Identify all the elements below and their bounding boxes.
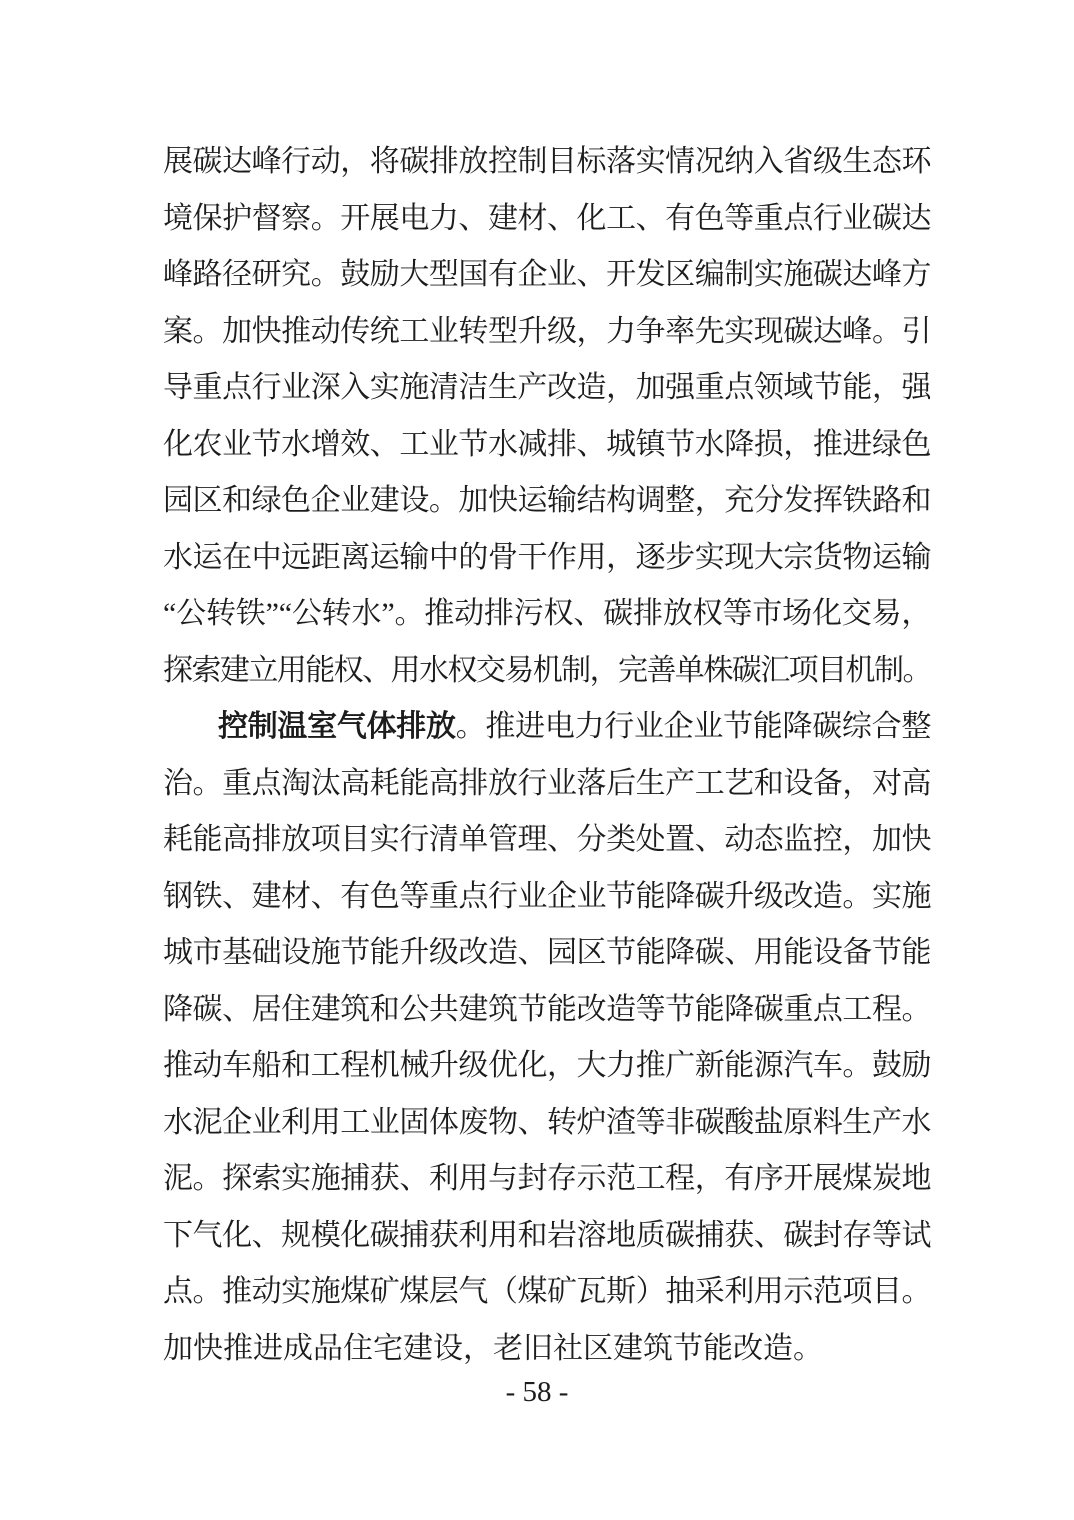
- text-run: 点。推动实施煤矿煤层气（煤矿瓦斯）抽采利用示范项目。: [163, 1275, 932, 1308]
- text-line: [163, 756, 931, 813]
- text-line: [163, 586, 931, 643]
- page-number: - 58 -: [505, 1376, 569, 1408]
- text-run: 治。重点淘汰高耗能高排放行业落后生产工艺和设备，对高: [163, 766, 932, 800]
- text-line: [163, 1321, 931, 1378]
- text-run: 加快推进成品住宅建设，老旧社区建筑节能改造。: [163, 1331, 823, 1365]
- text-line: [163, 699, 931, 756]
- text-run: 案。加快推动传统工业转型升级，力争率先实现碳达峰。引: [163, 314, 932, 348]
- text-run: 水运在中远距离运输中的骨干作用，逐步实现大宗货物运输: [163, 540, 932, 574]
- text-line: [163, 1038, 931, 1095]
- text-line: [163, 134, 931, 191]
- text-run: 探索建立用能权、用水权交易机制，完善单株碳汇项目机制。: [163, 653, 931, 687]
- text-run: 推动车船和工程机械升级优化，大力推广新能源汽车。鼓励: [163, 1049, 932, 1082]
- text-line: [163, 643, 931, 700]
- text-line: [163, 1151, 931, 1208]
- text-run: 导重点行业深入实施清洁生产改造，加强重点领域节能，强: [163, 371, 932, 404]
- text-line: [163, 1208, 931, 1265]
- text-line: [163, 1095, 931, 1152]
- text-run: 化农业节水增效、工业节水减排、城镇节水降损，推进绿色: [163, 427, 932, 461]
- document-body: [163, 134, 931, 1377]
- text-line: [163, 473, 931, 530]
- text-run: 园区和绿色企业建设。加快运输结构调整，充分发挥铁路和: [163, 484, 932, 517]
- text-line: [163, 360, 931, 417]
- text-run: 境保护督察。开展电力、建材、化工、有色等重点行业碳达: [163, 201, 932, 235]
- text-line: [163, 982, 931, 1039]
- text-run: 降碳、居住建筑和公共建筑节能改造等节能降碳重点工程。: [163, 992, 932, 1026]
- bold-heading-run: 控制温室气体排放: [218, 710, 456, 743]
- text-line: [163, 925, 931, 982]
- text-line: [163, 1264, 931, 1321]
- text-line: [163, 304, 931, 361]
- paragraphs-container: [163, 134, 931, 1377]
- text-line: [163, 247, 931, 304]
- text-run: 。推进电力行业企业节能降碳综合整: [455, 710, 932, 743]
- text-run: 展碳达峰行动，将碳排放控制目标落实情况纳入省级生态环: [163, 145, 932, 178]
- text-run: 水泥企业利用工业固体废物、转炉渣等非碳酸盐原料生产水: [163, 1105, 932, 1139]
- text-run: 泥。探索实施捕获、利用与封存示范工程，有序开展煤炭地: [163, 1162, 932, 1195]
- text-run: 城市基础设施节能升级改造、园区节能降碳、用能设备节能: [163, 936, 932, 969]
- text-line: [163, 812, 931, 869]
- paragraph: [163, 134, 931, 699]
- text-run: “公转铁”“公转水”。推动排污权、碳排放权等市场化交易，: [163, 597, 932, 630]
- text-run: 耗能高排放项目实行清单管理、分类处置、动态监控，加快: [163, 823, 932, 856]
- text-run: 峰路径研究。鼓励大型国有企业、开发区编制实施碳达峰方: [163, 258, 932, 291]
- text-run: 下气化、规模化碳捕获利用和岩溶地质碳捕获、碳封存等试: [163, 1218, 932, 1252]
- page-footer: [0, 1372, 1074, 1412]
- text-run: 钢铁、建材、有色等重点行业企业节能降碳升级改造。实施: [163, 879, 932, 913]
- text-line: [163, 191, 931, 248]
- text-line: [163, 530, 931, 587]
- text-line: [163, 417, 931, 474]
- paragraph: [163, 699, 931, 1377]
- text-line: [163, 869, 931, 926]
